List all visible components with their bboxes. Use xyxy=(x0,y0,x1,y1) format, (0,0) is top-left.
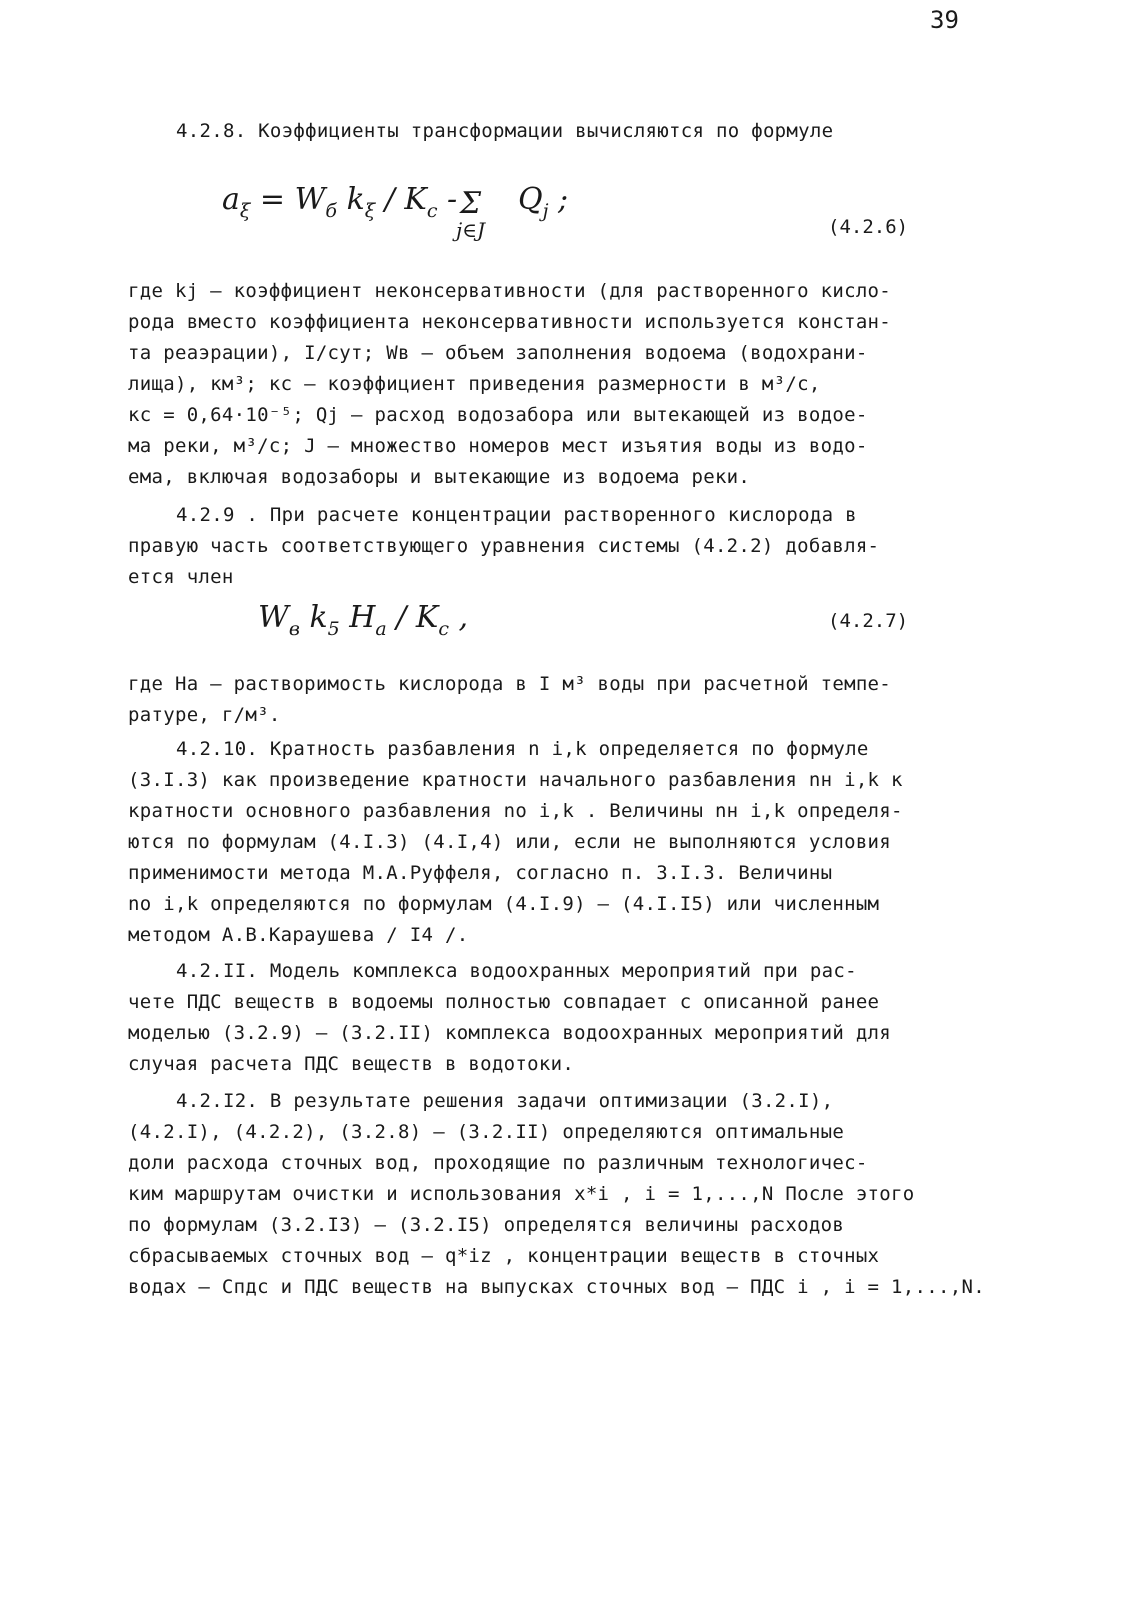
where-4-2-6-line-7: ема, включая водозаборы и вытекающие из водоема реки. xyxy=(128,466,751,488)
formula-4-2-6-div: / K xyxy=(375,182,427,217)
formula-4-2-7-h: H xyxy=(339,600,376,635)
section-4-2-10-line-5: применимости метода М.А.Руффеля, согласно п. 3.I.3. Величины xyxy=(128,862,833,884)
formula-4-2-6-w-sub: б xyxy=(325,200,338,222)
where-4-2-6-line-1: где kj – коэффициент неконсервативности (для растворенного кисло- xyxy=(128,280,892,302)
formula-4-2-7-w: W xyxy=(258,600,289,635)
where-4-2-6-line-5: кс = 0,64·10⁻⁵; Qj – расход водозабора или вытекающей из водое- xyxy=(128,404,868,426)
sum-index: j∈J xyxy=(456,218,486,242)
formula-4-2-6-lhs: a xyxy=(222,182,240,217)
section-4-2-12-line-3: доли расхода сточных вод, проходящие по различным технологичес- xyxy=(128,1152,868,1174)
page-number: 39 xyxy=(930,6,959,34)
section-4-2-10-line-4: ются по формулам (4.I.3) (4.I,4) или, если не выполняются условия xyxy=(128,831,892,853)
section-4-2-11-line-3: моделью (3.2.9) – (3.2.II) комплекса водоохранных мероприятий для xyxy=(128,1022,892,1044)
where-4-2-7-line-1: где Hа – растворимость кислорода в I м³ воды при расчетной темпе- xyxy=(128,673,892,695)
formula-4-2-6-q xyxy=(518,182,569,222)
formula-4-2-6-sum xyxy=(456,186,486,242)
section-4-2-12-line-6: сбрасываемых сточных вод – q*iz , концентрации веществ в сточных xyxy=(128,1245,880,1267)
formula-4-2-7-k: k xyxy=(299,600,328,635)
formula-4-2-7-k-sub: 5 xyxy=(327,618,340,640)
where-4-2-6-line-3: та реаэрации), I/сут; Wв – объем заполнения водоема (водохрани- xyxy=(128,342,868,364)
section-4-2-9-line-3: ется член xyxy=(128,566,234,588)
formula-4-2-6-eq: = W xyxy=(259,182,326,217)
section-4-2-10-line-7: методом А.В.Караушева / I4 /. xyxy=(128,924,469,946)
sum-sign: Σ xyxy=(459,186,482,221)
section-4-2-11-line-2: чете ПДС веществ в водоемы полностью совпадает с описанной ранее xyxy=(128,991,880,1013)
section-4-2-11-line-4: случая расчета ПДС веществ в водотоки. xyxy=(128,1053,575,1075)
formula-4-2-6 xyxy=(222,182,458,222)
where-4-2-6-line-6: ма реки, м³/с; J – множество номеров мест изъятия воды из водо- xyxy=(128,435,868,457)
formula-4-2-6-q-letter: Q xyxy=(518,182,543,217)
section-4-2-10-line-3: кратности основного разбавления nо i,k . Величины nн i,k определя- xyxy=(128,800,903,822)
where-4-2-6-line-2: рода вместо коэффициента неконсервативности используется констан- xyxy=(128,311,892,333)
section-4-2-12-line-4: ким маршрутам очистки и использования x*i , i = 1,...,N После этого xyxy=(128,1183,915,1205)
formula-4-2-7-number: (4.2.7) xyxy=(828,610,909,632)
formula-4-2-6-lhs-sub: ξ xyxy=(239,200,251,222)
section-4-2-9-line-1: 4.2.9 . При расчете концентрации растворенного кислорода в xyxy=(176,504,857,526)
section-4-2-12-line-5: по формулам (3.2.I3) – (3.2.I5) определятся величины расходов xyxy=(128,1214,845,1236)
formula-4-2-6-number: (4.2.6) xyxy=(828,216,909,238)
section-4-2-12-line-1: 4.2.I2. В результате решения задачи оптимизации (3.2.I), xyxy=(176,1090,834,1112)
formula-4-2-7-w-sub: в xyxy=(288,618,300,640)
formula-4-2-6-q-sub: j xyxy=(542,200,549,222)
formula-4-2-6-kc-sub: c xyxy=(426,200,438,222)
where-4-2-7-line-2: ратуре, г/м³. xyxy=(128,704,281,726)
formula-4-2-6-k-sub: ξ xyxy=(364,200,376,222)
section-4-2-10-line-1: 4.2.10. Кратность разбавления n i,k определяется по формуле xyxy=(176,738,869,760)
formula-4-2-7-kc-sub: c xyxy=(438,618,449,640)
section-4-2-10-line-2: (3.I.3) как произведение кратности начального разбавления nн i,k к xyxy=(128,769,903,791)
section-4-2-9-line-2: правую часть соответствующего уравнения системы (4.2.2) добавля- xyxy=(128,535,880,557)
section-4-2-10-line-6: nо i,k определяются по формулам (4.I.9) – (4.I.I5) или численным xyxy=(128,893,880,915)
section-4-2-12-line-7: водах – Cпдс и ПДС веществ на выпусках сточных вод – ПДС i , i = 1,...,N. xyxy=(128,1276,985,1298)
section-4-2-12-line-2: (4.2.I), (4.2.2), (3.2.8) – (3.2.II) определяются оптимальные xyxy=(128,1121,845,1143)
section-4-2-11-line-1: 4.2.II. Модель комплекса водоохранных мероприятий при рас- xyxy=(176,960,857,982)
formula-4-2-6-minus: - xyxy=(437,182,458,217)
section-4-2-8-heading: 4.2.8. Коэффициенты трансформации вычисляются по формуле xyxy=(176,120,834,142)
formula-4-2-7-end: , xyxy=(449,600,469,635)
where-4-2-6-line-4: лища), км³; кс – коэффициент приведения размерности в м³/с, xyxy=(128,373,821,395)
formula-4-2-6-end: ; xyxy=(548,182,569,217)
formula-4-2-6-k: k xyxy=(337,182,365,217)
formula-4-2-7-h-sub: a xyxy=(375,618,387,640)
formula-4-2-7 xyxy=(258,600,469,640)
formula-4-2-7-div: / K xyxy=(386,600,439,635)
